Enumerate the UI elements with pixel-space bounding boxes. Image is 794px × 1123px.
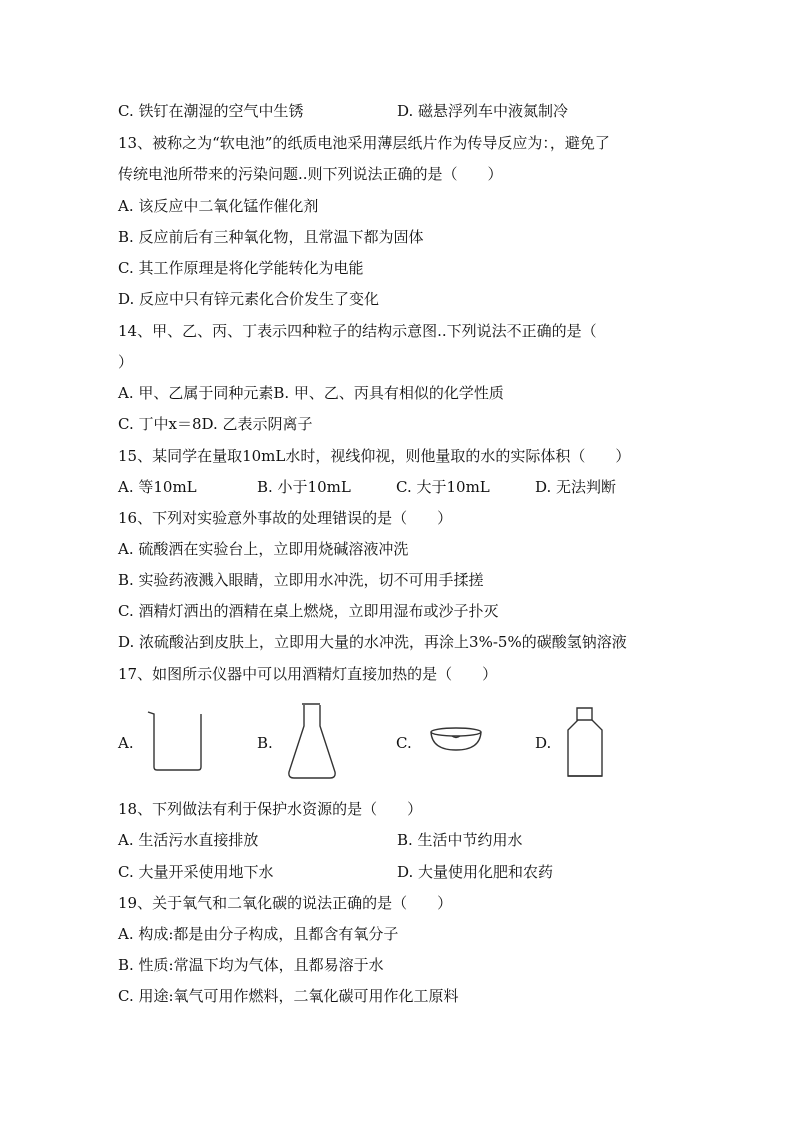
q15-stem: 15、某同学在量取10mL水时，视线仰视，则他量取的水的实际体积（ ）: [118, 447, 631, 465]
q15-option-b: B. 小于10mL: [257, 478, 351, 496]
beaker-icon: [146, 708, 208, 772]
q19-option-a: A. 构成:都是由分子构成，且都含有氧分子: [118, 925, 399, 943]
q13-option-c: C. 其工作原理是将化学能转化为电能: [118, 259, 364, 277]
q18-option-d: D. 大量使用化肥和农药: [397, 863, 554, 881]
q19-stem: 19、关于氧气和二氧化碳的说法正确的是（ ）: [118, 894, 453, 912]
q17-option-d-label: D.: [535, 734, 552, 752]
conical-flask-icon: [284, 702, 340, 780]
q14-stem-line2: ）: [118, 353, 134, 371]
q13-option-b: B. 反应前后有三种氧化物，且常温下都为固体: [118, 228, 424, 246]
q14-options-ab: A. 甲、乙属于同种元素B. 甲、乙、丙具有相似的化学性质: [118, 384, 504, 402]
q17-option-a-label: A.: [118, 734, 134, 752]
evaporating-dish-icon: [428, 726, 484, 754]
q19-option-b: B. 性质:常温下均为气体，且都易溶于水: [118, 956, 384, 974]
q18-stem: 18、下列做法有利于保护水资源的是（ ）: [118, 800, 423, 818]
reagent-bottle-icon: [564, 706, 606, 780]
q17-option-b-label: B.: [257, 734, 273, 752]
q16-option-d: D. 浓硫酸沾到皮肤上，立即用大量的水冲洗，再涂上3%-5%的碳酸氢钠溶液: [118, 633, 627, 651]
q18-option-a: A. 生活污水直接排放: [118, 831, 259, 849]
q18-option-b: B. 生活中节约用水: [397, 831, 523, 849]
q12-option-c: C. 铁钉在潮湿的空气中生锈: [118, 102, 304, 120]
q16-option-a: A. 硫酸洒在实验台上，立即用烧碱溶液冲洗: [118, 540, 409, 558]
q15-option-a: A. 等10mL: [118, 478, 197, 496]
q13-stem-line2: 传统电池所带来的污染问题..则下列说法正确的是（ ）: [118, 165, 503, 183]
q18-option-c: C. 大量开采使用地下水: [118, 863, 274, 881]
q14-stem-line1: 14、甲、乙、丙、丁表示四种粒子的结构示意图..下列说法不正确的是（: [118, 322, 597, 340]
q14-options-cd: C. 丁中x＝8D. 乙表示阴离子: [118, 415, 313, 433]
q16-stem: 16、下列对实验意外事故的处理错误的是（ ）: [118, 509, 453, 527]
q16-option-c: C. 酒精灯洒出的酒精在桌上燃烧，立即用湿布或沙子扑灭: [118, 602, 499, 620]
q13-option-d: D. 反应中只有锌元素化合价发生了变化: [118, 290, 380, 308]
q17-stem: 17、如图所示仪器中可以用酒精灯直接加热的是（ ）: [118, 665, 498, 683]
q19-option-c: C. 用途:氧气可用作燃料，二氧化碳可用作化工原料: [118, 987, 459, 1005]
q16-option-b: B. 实验药液溅入眼睛，立即用水冲洗，切不可用手揉搓: [118, 571, 484, 589]
q13-stem-line1: 13、被称之为“软电池”的纸质电池采用薄层纸片作为传导反应为：，避免了: [118, 134, 610, 152]
q13-option-a: A. 该反应中二氧化锰作催化剂: [118, 197, 319, 215]
q15-option-d: D. 无法判断: [535, 478, 617, 496]
q12-option-d: D. 磁悬浮列车中液氮制冷: [397, 102, 569, 120]
q15-option-c: C. 大于10mL: [396, 478, 490, 496]
q17-option-c-label: C.: [396, 734, 412, 752]
